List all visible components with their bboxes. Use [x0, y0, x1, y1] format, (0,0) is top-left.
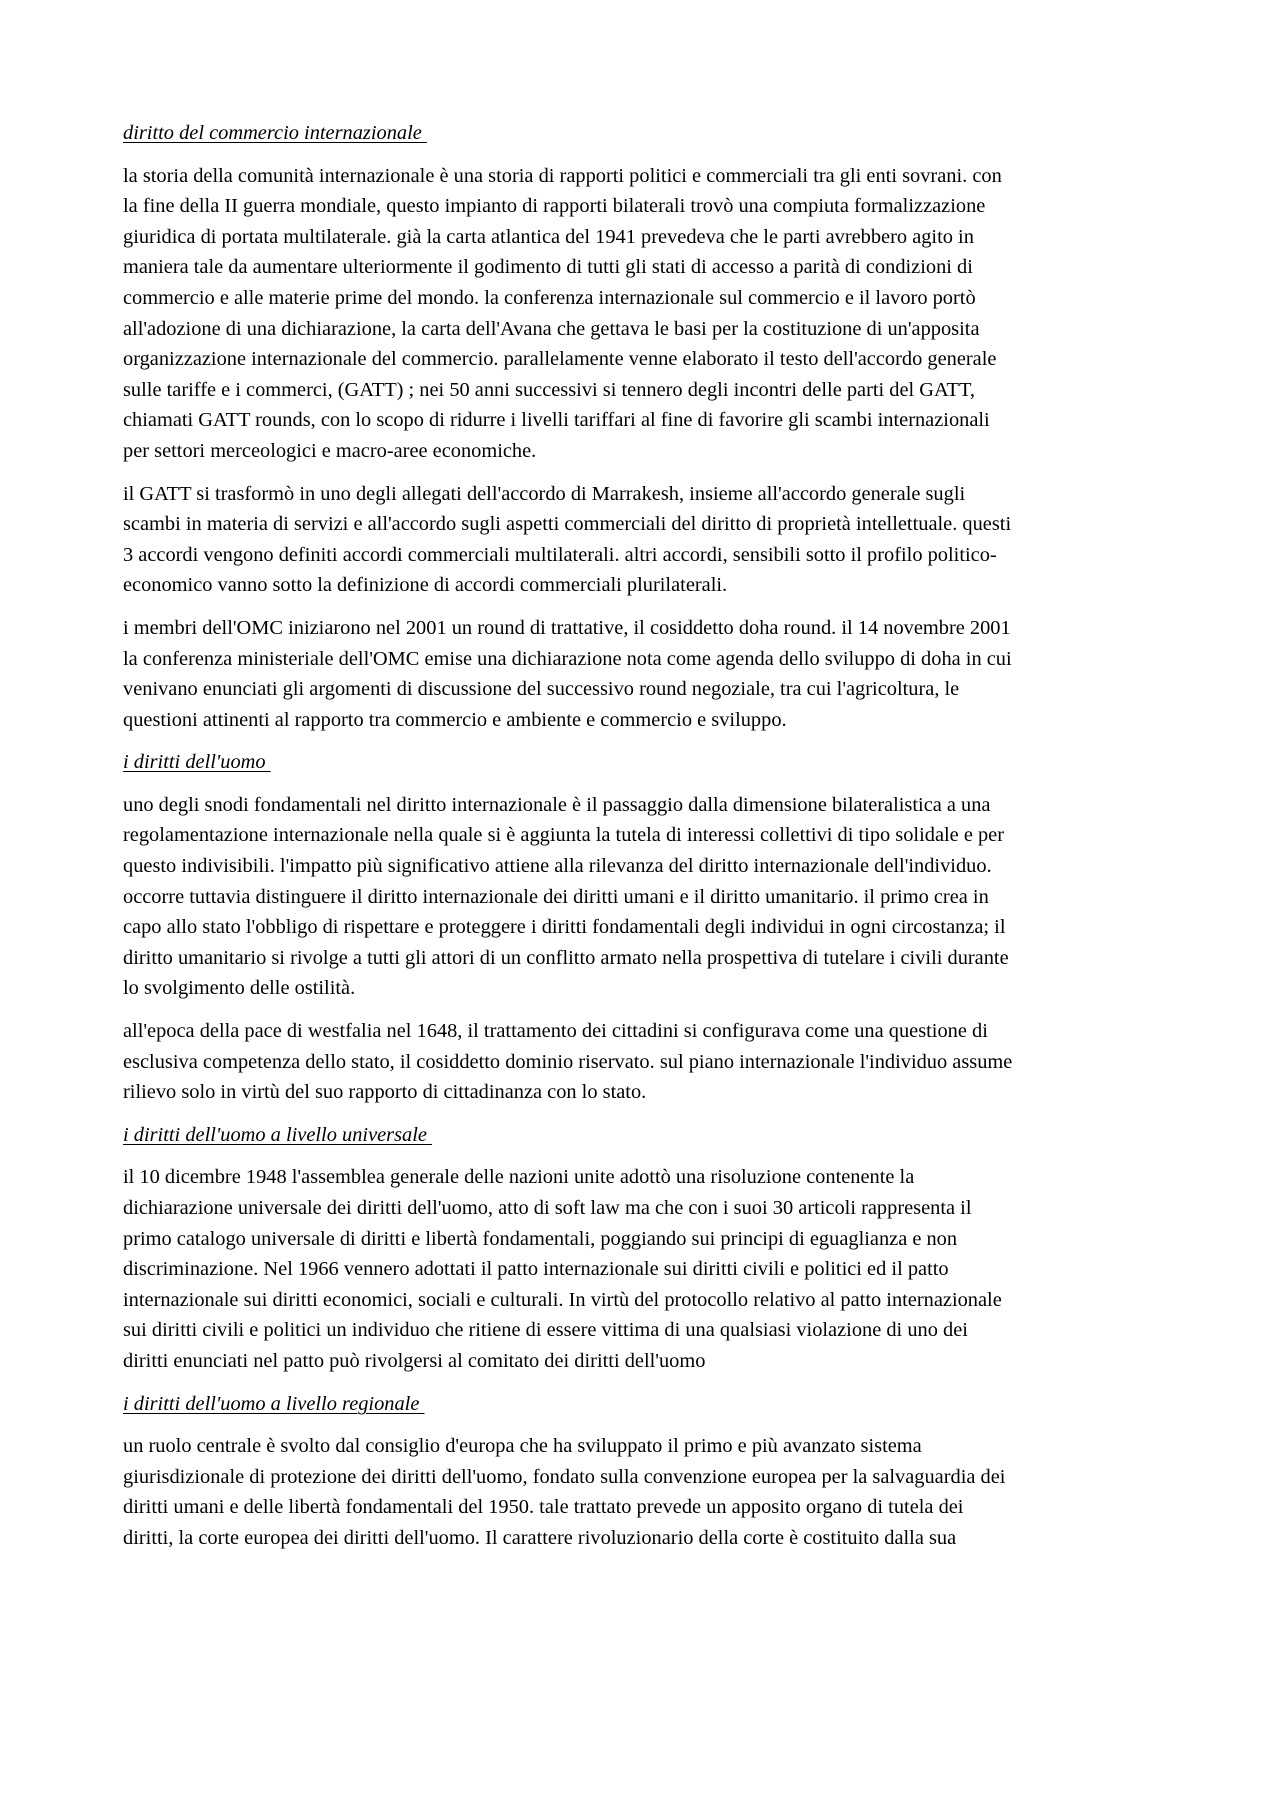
paragraph: [123, 1431, 1163, 1553]
text-line: organizzazione internazionale del commercio. parallelamente venne elaborato il testo dell'accordo generale: [123, 348, 997, 371]
text-line: diritti umani e delle libertà fondamentali del 1950. tale trattato prevede un apposito organo di tutela dei: [123, 1496, 964, 1519]
text-line: il 10 dicembre 1948 l'assemblea generale delle nazioni unite adottò una risoluzione contenente la: [123, 1166, 915, 1189]
text-line: un ruolo centrale è svolto dal consiglio d'europa che ha sviluppato il primo e più avanzato sistema: [123, 1435, 922, 1458]
text-line: maniera tale da aumentare ulteriormente il godimento di tutti gli stati di accesso a parità di condizioni di: [123, 256, 973, 279]
section-heading: i diritti dell'uomo a livello regionale: [123, 1392, 425, 1415]
section-diritti-uomo-regionale: [123, 1389, 1163, 1554]
text-line: commercio e alle materie prime del mondo. la conferenza internazionale sul commercio e il lavoro portò: [123, 286, 976, 309]
text-line: la fine della II guerra mondiale, questo impianto di rapporti bilaterali trovò una compiuta formalizzazione: [123, 195, 986, 218]
text-line: esclusiva competenza dello stato, il cosiddetto dominio riservato. sul piano internazionale l'individuo assume: [123, 1050, 1013, 1073]
text-line: questo indivisibili. l'impatto più significativo attiene alla rilevanza del diritto internazionale dell'individuo.: [123, 855, 992, 878]
text-line: dichiarazione universale dei diritti dell'uomo, atto di soft law ma che con i suoi 30 articoli rappresenta il: [123, 1197, 972, 1219]
section-heading: i diritti dell'uomo: [123, 751, 271, 774]
paragraph: [123, 161, 1163, 467]
section-diritti-uomo-universale: [123, 1120, 1163, 1377]
text-line: la conferenza ministeriale dell'OMC emise una dichiarazione nota come agenda dello sviluppo di doha in cui: [123, 647, 1012, 670]
text-line: discriminazione. Nel 1966 vennero adottati il patto internazionale sui diritti civili e politici ed il patto: [123, 1258, 949, 1281]
text-line: uno degli snodi fondamentali nel diritto internazionale è il passaggio dalla dimensione bilateralistica a una: [123, 793, 991, 816]
paragraph: [123, 613, 1163, 735]
text-line: lo svolgimento delle ostilità.: [123, 977, 356, 1000]
paragraph: [123, 790, 1163, 1004]
text-line: giuridica di portata multilaterale. già la carta atlantica del 1941 prevedeva che le parti avrebbero agito in: [123, 225, 974, 248]
text-line: per settori merceologici e macro-aree economiche.: [123, 439, 537, 462]
text-line: rilievo solo in virtù del suo rapporto di cittadinanza con lo stato.: [123, 1081, 647, 1104]
text-line: chiamati GATT rounds, con lo scopo di ridurre i livelli tariffari al fine di favorire gli scambi internazionali: [123, 409, 990, 432]
text-line: questioni attinenti al rapporto tra commercio e ambiente e commercio e sviluppo.: [123, 708, 787, 731]
text-line: sui diritti civili e politici un individuo che ritiene di essere vittima di una qualsiasi violazione di uno dei: [123, 1319, 968, 1342]
text-line: il GATT si trasformò in uno degli allegati dell'accordo di Marrakesh, insieme all'accordo generale sugli: [123, 482, 966, 505]
text-line: la storia della comunità internazionale è una storia di rapporti politici e commerciali tra gli enti sovrani. con: [123, 164, 1002, 187]
text-line: capo allo stato l'obbligo di rispettare e proteggere i diritti fondamentali degli individui in ogni circostanza; il: [123, 916, 1006, 939]
paragraph: [123, 1016, 1163, 1108]
text-line: 3 accordi vengono definiti accordi commerciali multilaterali. altri accordi, sensibili sotto il profilo politico-: [123, 543, 997, 566]
text-line: all'epoca della pace di westfalia nel 1648, il trattamento dei cittadini si configurava come una questione di: [123, 1020, 988, 1043]
text-line: primo catalogo universale di diritti e libertà fondamentali, poggiando sui principi di eguaglianza e non: [123, 1227, 958, 1250]
text-line: venivano enunciati gli argomenti di discussione del successivo round negoziale, tra cui l'agricoltura, le: [123, 678, 960, 701]
text-line: sulle tariffe e i commerci, (GATT) ; nei 50 anni successivi si tennero degli incontri delle parti del GATT,: [123, 378, 975, 401]
text-line: regolamentazione internazionale nella quale si è aggiunta la tutela di interessi collettivi di tipo solidale e per: [123, 824, 1005, 847]
text-line: all'adozione di una dichiarazione, la carta dell'Avana che gettava le basi per la costituzione di un'apposita: [123, 317, 980, 340]
section-commercio-internazionale: [123, 118, 1163, 735]
document-page: [123, 118, 1163, 1566]
text-line: occorre tuttavia distinguere il diritto internazionale dei diritti umani e il diritto umanitario. il primo crea in: [123, 885, 989, 908]
text-line: diritti, la corte europea dei diritti dell'uomo. Il carattere rivoluzionario della corte è costituito dalla sua: [123, 1526, 957, 1549]
section-heading: diritto del commercio internazionale: [123, 122, 427, 144]
paragraph: [123, 1162, 1163, 1376]
text-line: diritti enunciati nel patto può rivolgersi al comitato dei diritti dell'uomo: [123, 1349, 706, 1372]
text-line: economico vanno sotto la definizione di accordi commerciali plurilaterali.: [123, 574, 728, 597]
section-diritti-uomo: [123, 747, 1163, 1108]
text-line: giurisdizionale di protezione dei diritti dell'uomo, fondato sulla convenzione europea per la salvaguardia dei: [123, 1465, 1006, 1488]
text-line: internazionale sui diritti economici, sociali e culturali. In virtù del protocollo relativo al patto internazionale: [123, 1288, 1002, 1311]
paragraph: [123, 479, 1163, 601]
section-heading: i diritti dell'uomo a livello universale: [123, 1123, 433, 1146]
text-line: i membri dell'OMC iniziarono nel 2001 un round di trattative, il cosiddetto doha round. il 14 novembre 2001: [123, 616, 1011, 639]
text-line: scambi in materia di servizi e all'accordo sugli aspetti commerciali del diritto di proprietà intellettuale. questi: [123, 513, 1012, 536]
text-line: diritto umanitario si rivolge a tutti gli attori di un conflitto armato nella prospettiva di tutelare i civili durante: [123, 946, 1009, 969]
